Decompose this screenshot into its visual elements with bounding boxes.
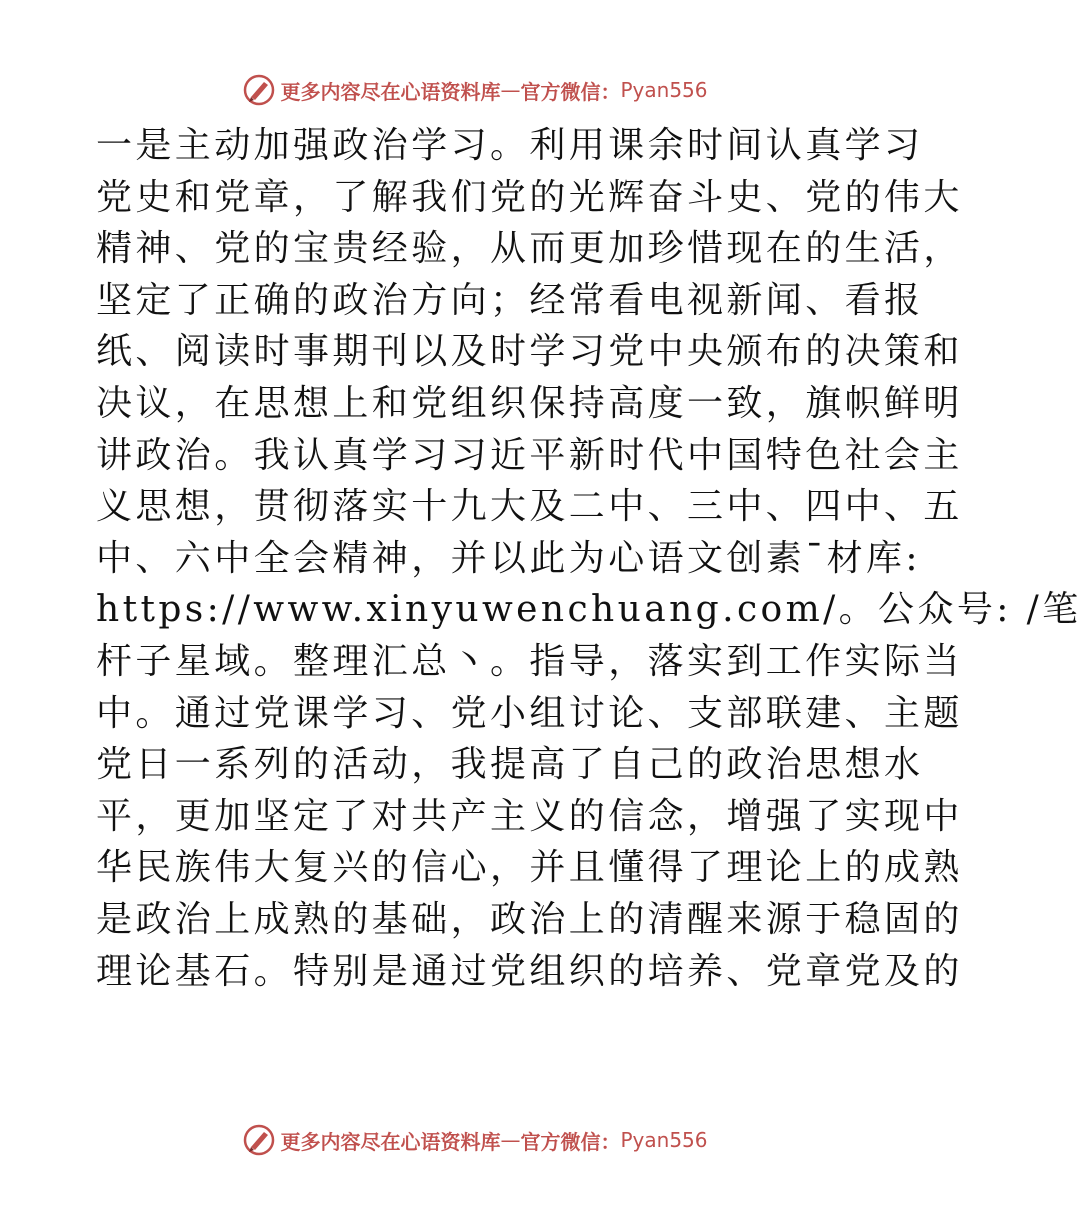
footer-banner bbox=[0, 1120, 950, 1160]
pen-logo-icon bbox=[242, 73, 276, 107]
banner-wechat-label: 官方微信： bbox=[520, 1129, 621, 1154]
body-text bbox=[96, 120, 1082, 997]
banner-wechat-id: Pyan556 bbox=[620, 78, 708, 102]
body-line: 坚定了正确的政治方向；经常看电视新闻、看报 bbox=[96, 279, 924, 321]
body-line: 义思想，贯彻落实十九大及二中、三中、四中、五 bbox=[96, 486, 963, 528]
header-banner bbox=[0, 70, 950, 110]
body-line: 精神、党的宝贵经验，从而更加珍惜现在的生活， bbox=[96, 228, 963, 270]
banner-dash: — bbox=[500, 1128, 521, 1152]
body-line: 中。通过党课学习、党小组讨论、支部联建、主题 bbox=[96, 692, 963, 734]
banner-dash: — bbox=[500, 78, 521, 102]
body-line: 平，更加坚定了对共产主义的信念，增强了实现中 bbox=[96, 795, 963, 837]
banner-wechat-label: 官方微信： bbox=[520, 79, 621, 104]
body-line: 纸、阅读时事期刊以及时学习党中央颁布的决策和 bbox=[96, 331, 963, 373]
body-line: https://www.xinyuwenchuang.com/。公众号: /笔 bbox=[96, 589, 1082, 631]
body-line: 理论基石。特别是通过党组织的培养、党章党及的 bbox=[96, 950, 963, 992]
banner-wechat-id: Pyan556 bbox=[620, 1128, 708, 1152]
body-line: 杆子星域。整理汇总丶。指导，落实到工作实际当 bbox=[96, 640, 963, 682]
body-line: 决议，在思想上和党组织保持高度一致，旗帜鲜明 bbox=[96, 382, 963, 424]
body-line: 讲政治。我认真学习习近平新时代中国特色社会主 bbox=[96, 434, 963, 476]
body-line: 党日一系列的活动，我提高了自己的政治思想水 bbox=[96, 744, 924, 786]
body-line: 一是主动加强政治学习。利用课余时间认真学习 bbox=[96, 125, 924, 166]
banner-text: 更多内容尽在心语资料库 bbox=[280, 79, 501, 104]
banner-text: 更多内容尽在心语资料库 bbox=[280, 1129, 501, 1154]
body-line: 党史和党章，了解我们党的光辉奋斗史、党的伟大 bbox=[96, 176, 963, 218]
body-line: 华民族伟大复兴的信心，并且懂得了理论上的成熟 bbox=[96, 847, 963, 889]
body-line: 是政治上成熟的基础，政治上的清醒来源于稳固的 bbox=[96, 898, 963, 940]
pen-logo-icon bbox=[242, 1123, 276, 1157]
body-line: 中、六中全会精神，并以此为心语文创素¯材库: bbox=[96, 537, 921, 579]
